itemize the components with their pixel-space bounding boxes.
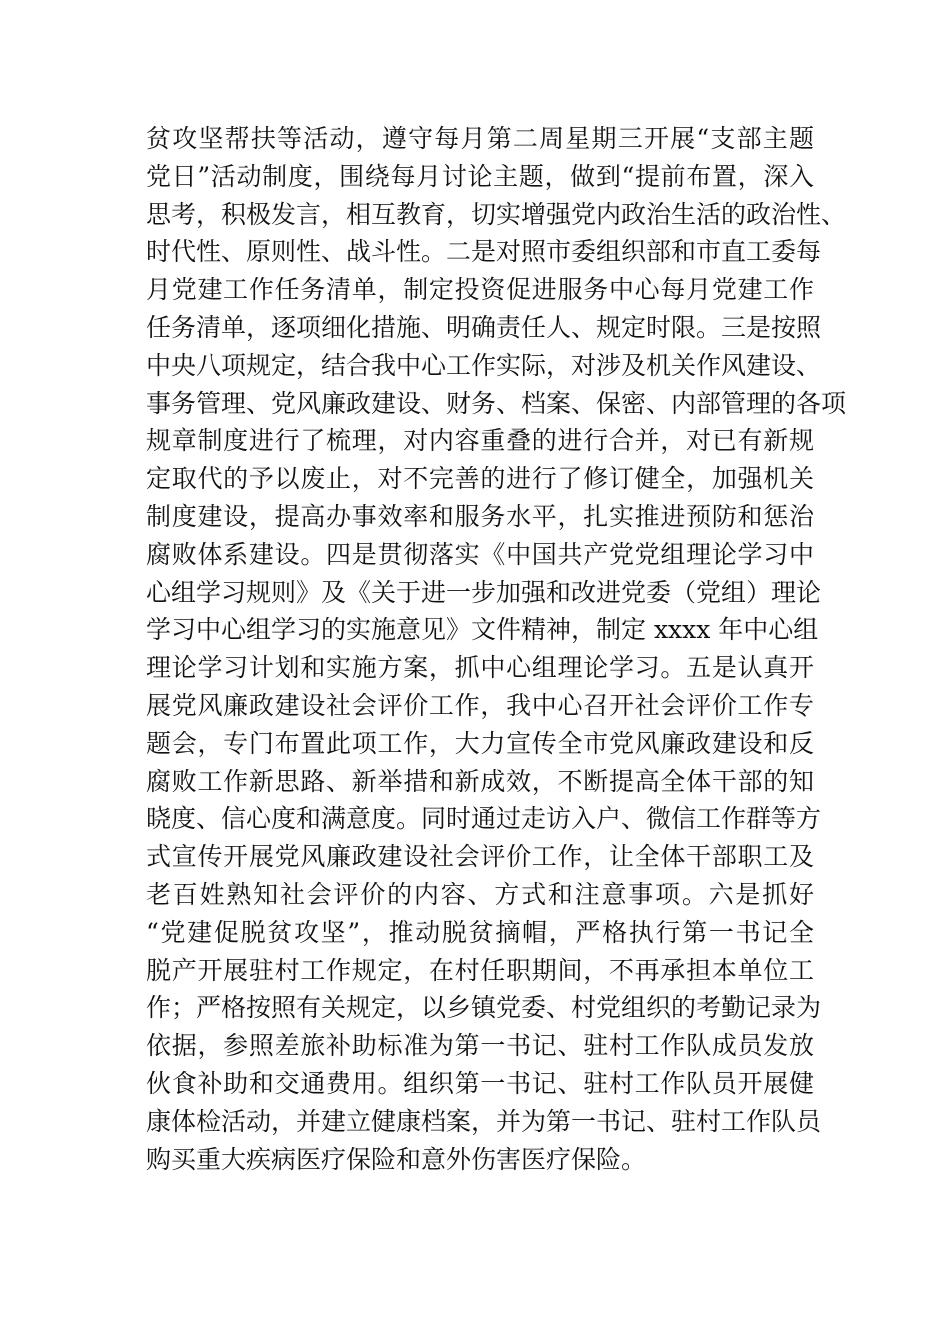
text-line: 时代性、原则性、战斗性。二是对照市委组织部和市直工委每 <box>146 237 822 267</box>
text-line: 腐败工作新思路、新举措和新成效，不断提高全体干部的知 <box>146 766 814 796</box>
text-line: 学习中心组学习的实施意见》文件精神，制定 xxxx 年中心组 <box>146 615 819 645</box>
text-line: “党建促脱贫攻坚”，推动脱贫摘帽，严格执行第一书记全 <box>146 917 814 947</box>
text-line: 心组学习规则》及《关于进一步加强和改进党委（党组）理论 <box>146 577 822 607</box>
text-line: 伙食补助和交通费用。组织第一书记、驻村工作队员开展健 <box>146 1068 814 1098</box>
text-line: 老百姓熟知社会评价的内容、方式和注意事项。六是抓好 <box>146 879 814 909</box>
body-paragraph <box>146 120 847 1178</box>
text-line: 规章制度进行了梳理，对内容重叠的进行合并，对已有新规 <box>146 426 814 456</box>
text-line: 依据，参照差旅补助标准为第一书记、驻村工作队成员发放 <box>146 1031 814 1061</box>
text-line: 定取代的予以废止，对不完善的进行了修订健全，加强机关 <box>146 464 814 494</box>
text-line: 中央八项规定，结合我中心工作实际，对涉及机关作风建设、 <box>146 350 822 380</box>
text-line: 晓度、信心度和满意度。同时通过走访入户、微信工作群等方 <box>146 804 822 834</box>
text-line: 任务清单，逐项细化措施、明确责任人、规定时限。三是按照 <box>146 312 822 342</box>
text-line: 题会，专门布置此项工作，大力宣传全市党风廉政建设和反 <box>146 728 814 758</box>
text-line: 作；严格按照有关规定，以乡镇党委、村党组织的考勤记录为 <box>146 993 822 1023</box>
text-line: 理论学习计划和实施方案，抓中心组理论学习。五是认真开 <box>146 653 814 683</box>
text-line: 康体检活动，并建立健康档案，并为第一书记、驻村工作队员 <box>146 1106 822 1136</box>
text-line: 脱产开展驻村工作规定，在村任职期间，不再承担本单位工 <box>146 955 814 985</box>
text-line: 腐败体系建设。四是贯彻落实《中国共产党党组理论学习中 <box>146 539 814 569</box>
text-line: 月党建工作任务清单，制定投资促进服务中心每月党建工作 <box>146 275 814 305</box>
text-line: 制度建设，提高办事效率和服务水平，扎实推进预防和惩治 <box>146 501 814 531</box>
text-line: 贫攻坚帮扶等活动，遵守每月第二周星期三开展“支部主题 <box>146 124 814 153</box>
text-line: 式宣传开展党风廉政建设社会评价工作，让全体干部职工及 <box>146 842 814 872</box>
text-line: 事务管理、党风廉政建设、财务、档案、保密、内部管理的各项 <box>146 388 847 418</box>
text-line-last: 购买重大疾病医疗保险和意外伤害医疗保险。 <box>146 1144 647 1174</box>
text-line: 思考，积极发言，相互教育，切实增强党内政治生活的政治性、 <box>146 199 847 229</box>
text-line: 展党风廉政建设社会评价工作，我中心召开社会评价工作专 <box>146 690 814 720</box>
text-line: 党日”活动制度，围绕每月讨论主题，做到“提前布置，深入 <box>146 161 814 191</box>
